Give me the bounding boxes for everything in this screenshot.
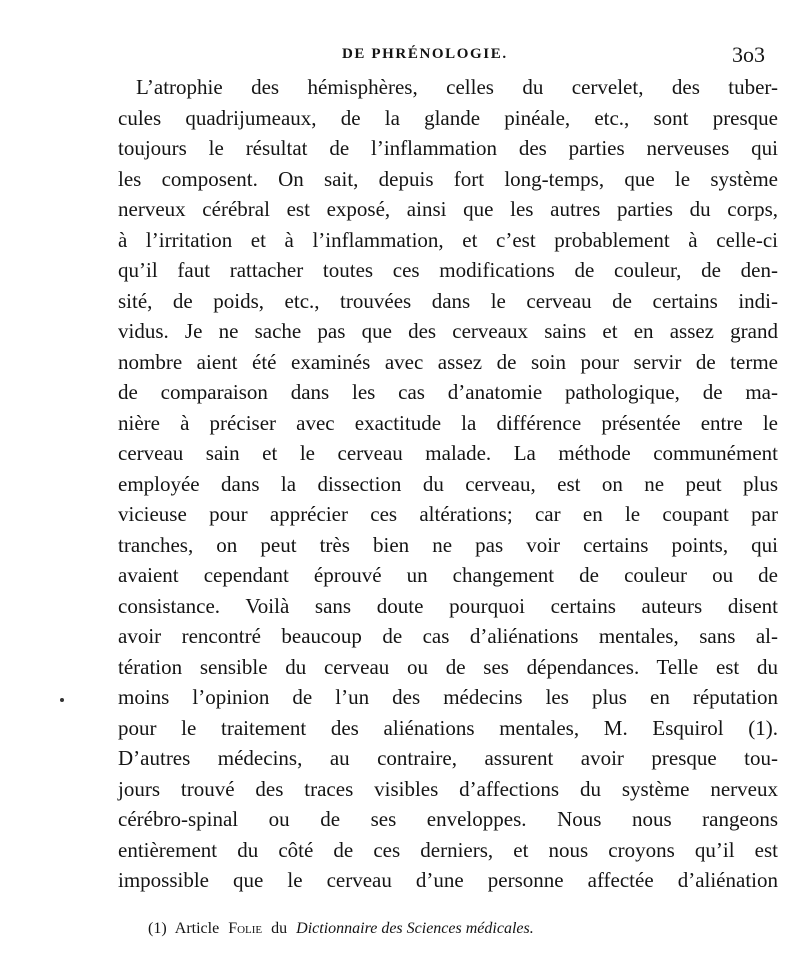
text-line: vicieuse pour apprécier ces altérations; car en le coupant par	[118, 502, 778, 526]
text-line: vidus. Je ne sache pas que des cerveaux sains et en assez grand	[118, 319, 778, 343]
body-text	[118, 72, 778, 896]
text-line: D’autres médecins, au contraire, assurent avoir presque tou-	[118, 746, 778, 770]
footnote-term: Folie	[228, 920, 263, 937]
footnote-prefix: Article	[174, 920, 220, 937]
footnote-marker: (1)	[148, 920, 167, 937]
footnote-connector: du	[271, 920, 288, 937]
text-line: moins l’opinion de l’un des médecins les plus en réputation	[118, 685, 778, 709]
footnote-source: Dictionnaire des Sciences médicales.	[296, 920, 534, 937]
text-line: nombre aient été examinés avec assez de soin pour servir de terme	[118, 349, 778, 374]
text-line: toujours le résultat de l’inflammation des parties nerveuses qui	[118, 136, 778, 160]
text-line: sité, de poids, etc., trouvées dans le cerveau de certains indi-	[118, 288, 778, 313]
text-line: de comparaison dans les cas d’anatomie pathologique, de ma-	[118, 380, 778, 404]
text-line: jours trouvé des traces visibles d’affections du système nerveux	[118, 776, 778, 801]
text-line: qu’il faut rattacher toutes ces modifications de couleur, de den-	[118, 258, 778, 282]
text-line: cérébro-spinal ou de ses enveloppes. Nous nous rangeons	[118, 807, 778, 831]
text-line: les composent. On sait, depuis fort long-temps, que le système	[118, 166, 778, 191]
text-line: tranches, on peut très bien ne pas voir certains points, qui	[118, 532, 778, 557]
text-line: impossible que le cerveau d’une personne affectée d’aliénation	[118, 868, 778, 892]
text-line: entièrement du côté de ces derniers, et nous croyons qu’il est	[118, 837, 778, 862]
text-line: nière à préciser avec exactitude la différence présentée entre le	[118, 410, 778, 435]
text-line: cerveau sain et le cerveau malade. La méthode communément	[118, 441, 778, 465]
text-line: consistance. Voilà sans doute pourquoi certains auteurs disent	[118, 593, 778, 618]
text-line: avoir rencontré beaucoup de cas d’aliénations mentales, sans al-	[118, 624, 778, 648]
text-line: à l’irritation et à l’inflammation, et c’est probablement à celle-ci	[118, 227, 778, 252]
footnote	[148, 920, 608, 938]
text-line: nerveux cérébral est exposé, ainsi que les autres parties du corps,	[118, 197, 778, 221]
text-line: avaient cependant éprouvé un changement de couleur ou de	[118, 563, 778, 587]
margin-mark	[60, 698, 64, 702]
running-title: DE PHRÉNOLOGIE.	[342, 46, 508, 62]
text-line: employée dans la dissection du cerveau, est on ne peut plus	[118, 471, 778, 496]
text-line: cules quadrijumeaux, de la glande pinéale, etc., sont presque	[118, 105, 778, 130]
text-line: tération sensible du cerveau ou de ses dépendances. Telle est du	[118, 654, 778, 679]
text-line: L’atrophie des hémisphères, celles du cervelet, des tuber-	[136, 75, 778, 99]
page-number: 3o3	[732, 42, 765, 67]
text-line: pour le traitement des aliénations mentales, M. Esquirol (1).	[118, 715, 778, 740]
